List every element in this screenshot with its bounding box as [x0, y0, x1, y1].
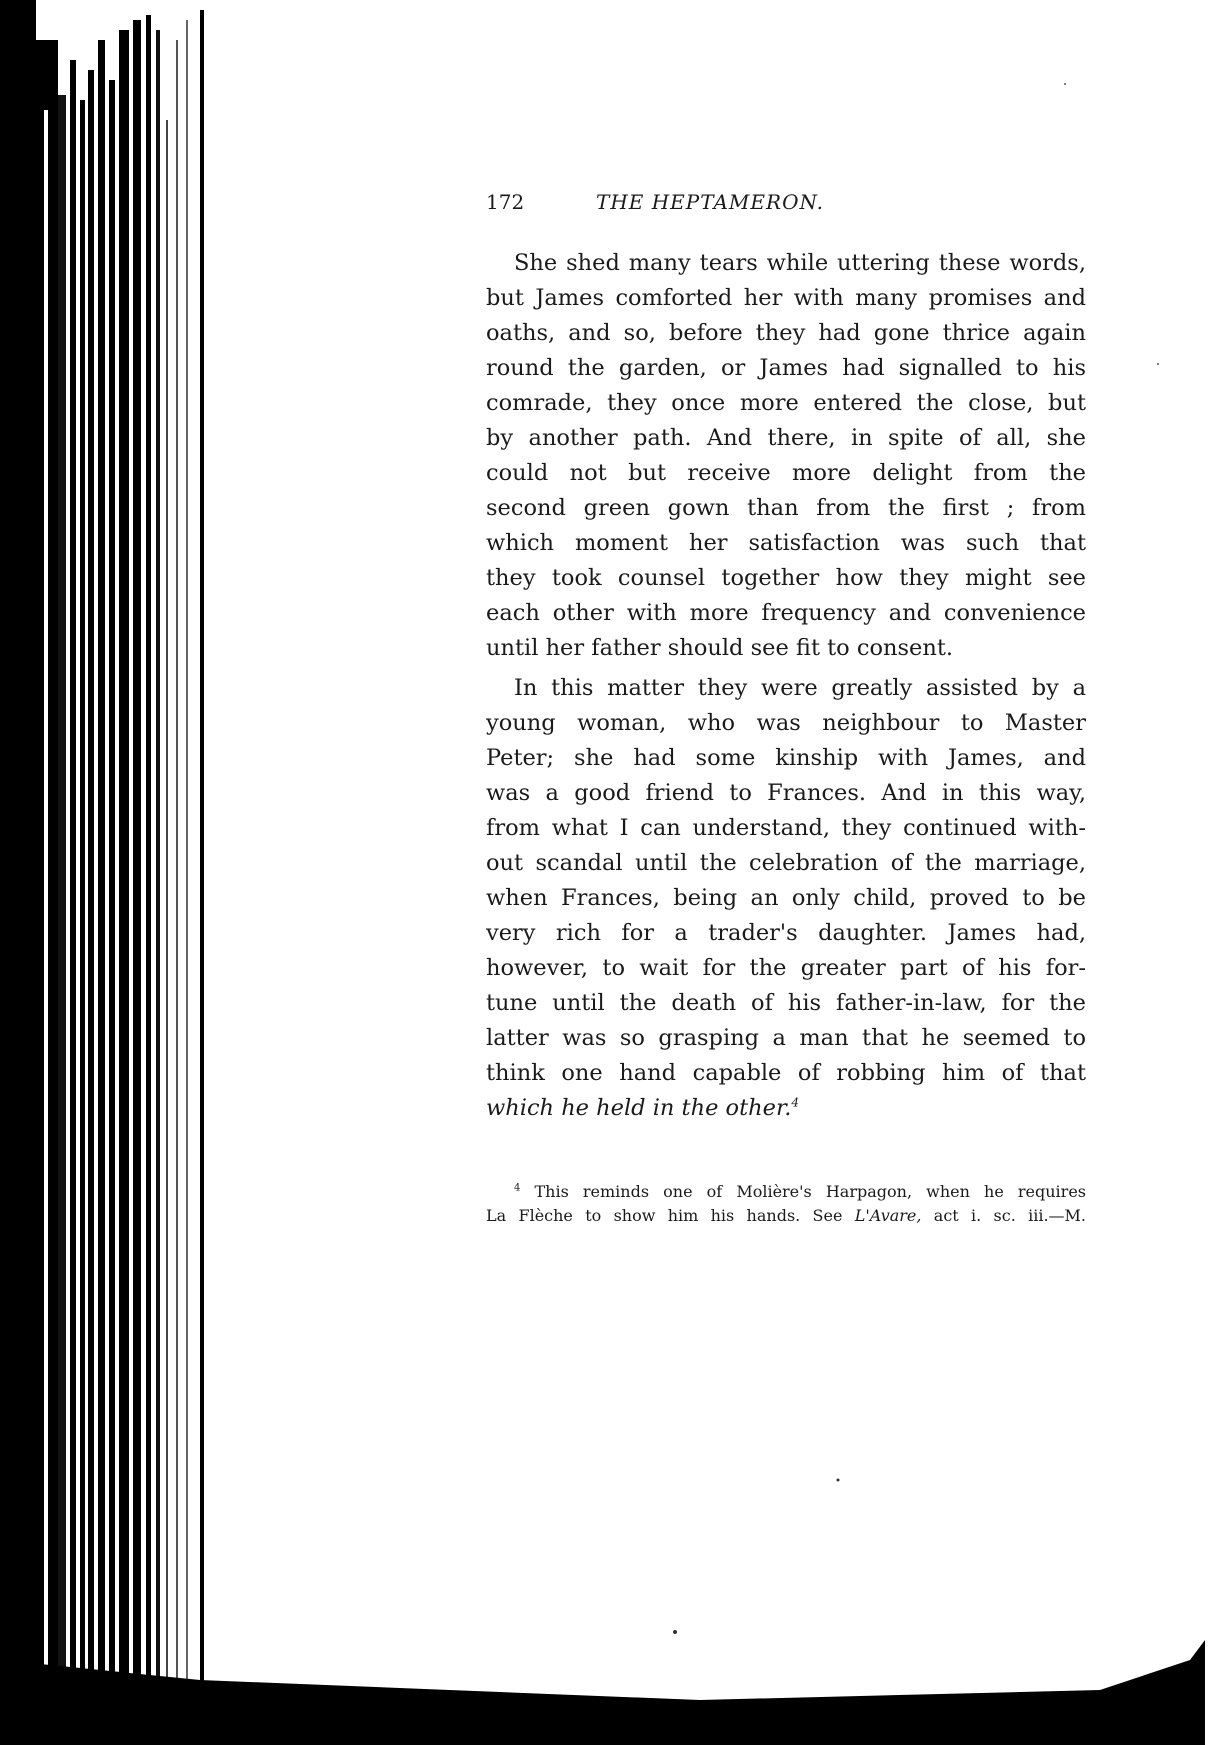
text-line: Peter; she had some kinship with James, and: [486, 745, 1086, 771]
footnote-reference: 4: [791, 1095, 800, 1110]
paragraph-1: [486, 246, 1086, 666]
body-text: [486, 246, 1086, 1126]
text-line: second green gown than from the first ; from: [486, 495, 1086, 521]
text-line-content: which he held in the other.: [486, 1095, 792, 1121]
text-line: each other with more frequency and convenience: [486, 600, 1086, 626]
text-line: young woman, who was neighbour to Master: [486, 710, 1086, 736]
footnote-line: [486, 1204, 1086, 1228]
text-line: She shed many tears while uttering these words,: [514, 250, 1086, 276]
text-line: comrade, they once more entered the close, but: [486, 390, 1086, 416]
text-line: In this matter they were greatly assisted by a: [514, 675, 1086, 701]
text-line: latter was so grasping a man that he seemed to: [486, 1025, 1086, 1051]
text-line: from what I can understand, they continued with-: [486, 815, 1086, 841]
text-line: think one hand capable of robbing him of that: [486, 1060, 1086, 1086]
text-line: they took counsel together how they might see: [486, 565, 1086, 591]
footnote-marker: 4: [514, 1182, 521, 1194]
text-line: round the garden, or James had signalled to his: [486, 355, 1086, 381]
text-line: which moment her satisfaction was such that: [486, 530, 1086, 556]
page-number: 172: [486, 190, 525, 214]
running-title: THE HEPTAMERON.: [596, 190, 825, 214]
text-line: could not but receive more delight from the: [486, 460, 1086, 486]
running-head: [486, 190, 1086, 222]
footnote-text: La Flèche to show him his hands. See: [486, 1206, 855, 1225]
text-line: when Frances, being an only child, proved to be: [486, 885, 1086, 911]
footnote-text: act i. sc. iii.—M.: [921, 1206, 1087, 1225]
text-line: oaths, and so, before they had gone thrice again: [486, 320, 1086, 346]
footnote: [486, 1180, 1086, 1228]
text-line: however, to wait for the greater part of his for-: [486, 955, 1086, 981]
footnote-line: [486, 1180, 1086, 1204]
text-line: tune until the death of his father-in-law, for the: [486, 990, 1086, 1016]
text-line: very rich for a trader's daughter. James had,: [486, 920, 1086, 946]
text-line: out scandal until the celebration of the marriage,: [486, 850, 1086, 876]
footnote-work-title: L'Avare,: [854, 1206, 922, 1225]
text-line: [486, 1091, 1086, 1126]
paragraph-2: [486, 671, 1086, 1126]
footnote-text: This reminds one of Molière's Harpagon, when he requires: [534, 1182, 1087, 1201]
text-line: until her father should see fit to consent.: [486, 635, 954, 661]
text-line: was a good friend to Frances. And in this way,: [486, 780, 1086, 806]
text-line: but James comforted her with many promises and: [486, 285, 1086, 311]
text-line: by another path. And there, in spite of all, she: [486, 425, 1086, 451]
